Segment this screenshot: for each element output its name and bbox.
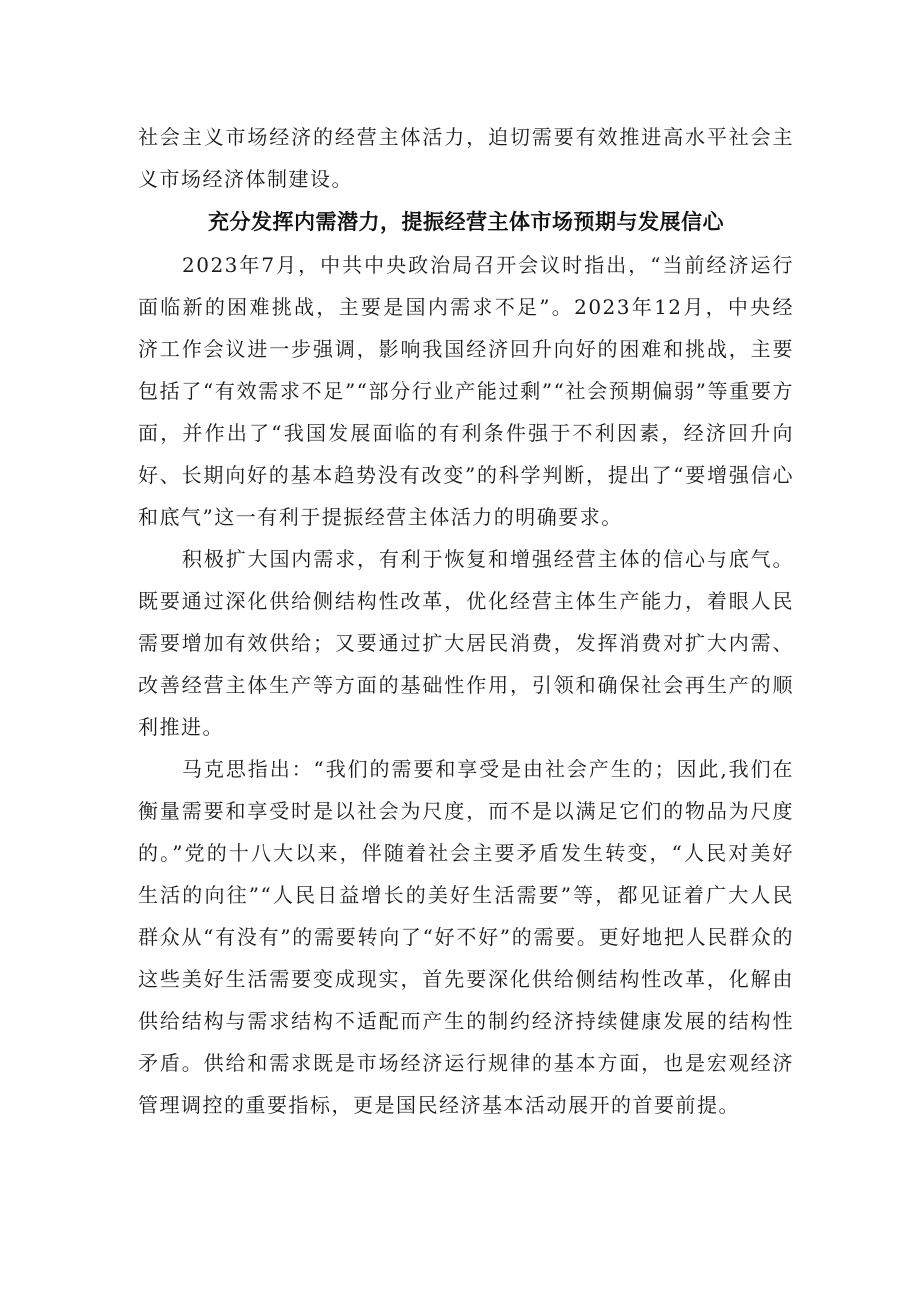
section-heading: 充分发挥内需潜力，提振经营主体市场预期与发展信心	[208, 210, 724, 234]
document-body	[138, 116, 794, 1126]
paragraph-1: 2023年7月，中共中央政治局召开会议时指出，“当前经济运行面临新的困难挑战，主要是国内需求不足”。2023年12月，中央经济工作会议进一步强调，影响我国经济回升向好的困难和挑战，主要包括了“有效需求不足”“部分行业产能过剩”“社会预期偏弱”等重要方面，并作出了“我国发展面临的有利条件强于不利因素，经济回升向好、长期向好的基本趋势没有改变”的科学判断，提出了“要增强信心和底气”这一有利于提振经营主体活力的明确要求。	[138, 253, 794, 529]
paragraph-3: 马克思指出：“我们的需要和享受是由社会产生的；因此,我们在衡量需要和享受时是以社会为尺度，而不是以满足它们的物品为尺度的。”党的十八大以来，伴随着社会主要矛盾发生转变，“人民对美好生活的向往”“人民日益增长的美好生活需要”等，都见证着广大人民群众从“有没有”的需要转向了“好不好”的需要。更好地把人民群众的这些美好生活需要变成现实，首先要深化供给侧结构性改革，化解由供给结构与需求结构不适配而产生的制约经济持续健康发展的结构性矛盾。供给和需求既是市场经济运行规律的基本方面，也是宏观经济管理调控的重要指标，更是国民经济基本活动展开的首要前提。	[138, 757, 794, 1117]
paragraph-continuation: 社会主义市场经济的经营主体活力，迫切需要有效推进高水平社会主义市场经济体制建设。	[138, 125, 794, 191]
paragraph-2: 积极扩大国内需求，有利于恢复和增强经营主体的信心与底气。既要通过深化供给侧结构性改革，优化经营主体生产能力，着眼人民需要增加有效供给；又要通过扩大居民消费，发挥消费对扩大内需、改善经营主体生产等方面的基础性作用，引领和确保社会再生产的顺利推进。	[138, 547, 794, 739]
